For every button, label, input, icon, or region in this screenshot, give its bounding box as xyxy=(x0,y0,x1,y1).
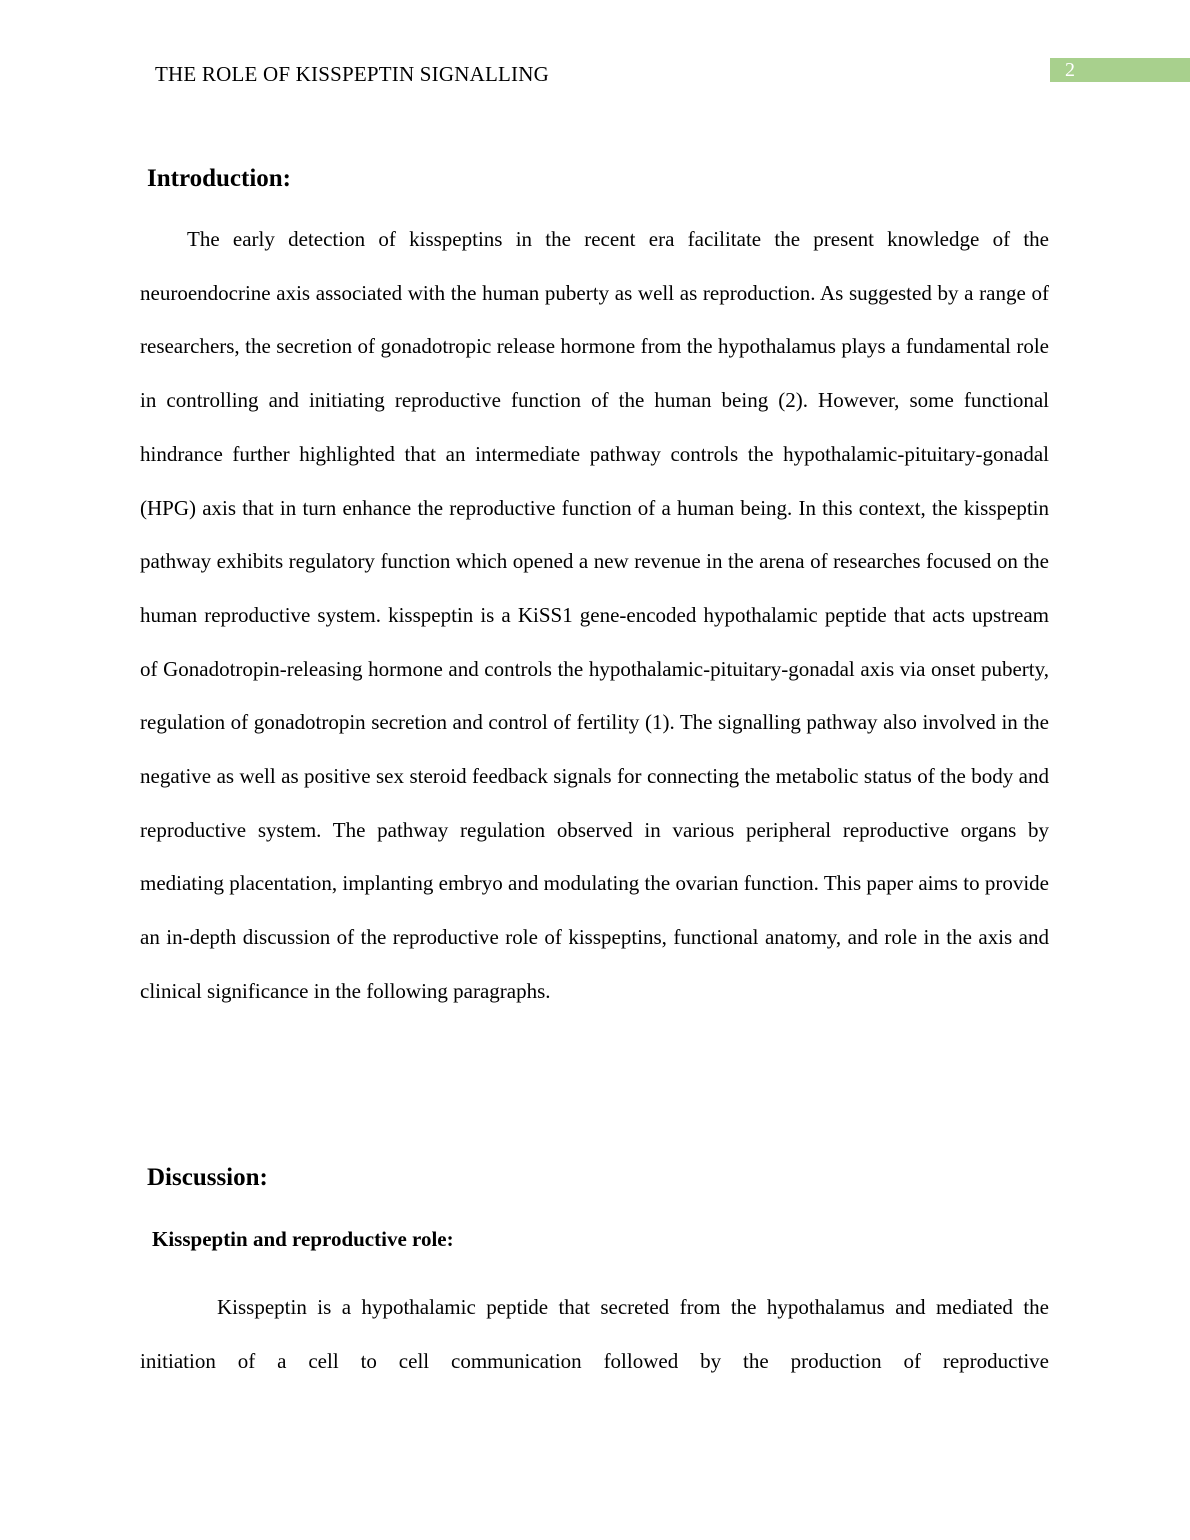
page-number-badge: 2 xyxy=(1050,58,1190,82)
running-head-title: THE ROLE OF KISSPEPTIN SIGNALLING xyxy=(155,62,549,86)
discussion-heading: Discussion: xyxy=(147,1164,268,1191)
introduction-heading: Introduction: xyxy=(147,165,292,192)
kisspeptin-paragraph: Kisspeptin is a hypothalamic peptide that secreted from the hypothalamus and mediated the initiation of a cell to cell communication followed by the production of reproductive xyxy=(140,1295,1049,1373)
kisspeptin-subheading: Kisspeptin and reproductive role: xyxy=(152,1227,454,1251)
introduction-paragraph: The early detection of kisspeptins in the recent era facilitate the present knowledge of the neuroendocrine axis associated with the human puberty as well as reproduction. As suggested by a range of researchers, the secretion of gonadotropic release hormone from the hypothalamus plays a fundamental role in controlling and initiating reproductive function of the human being (2). However, some functional hindrance further highlighted that an intermediate pathway controls the hypothalamic-pituitary-gonadal (HPG) axis that in turn enhance the reproductive function of a human being. In this context, the kisspeptin pathway exhibits regulatory function which opened a new revenue in the arena of researches focused on the human reproductive system. kisspeptin is a KiSS1 gene-encoded hypothalamic peptide that acts upstream of Gonadotropin-releasing hormone and controls the hypothalamic-pituitary-gonadal axis via onset puberty, regulation of gonadotropin secretion and control of fertility (1). The signalling pathway also involved in the negative as well as positive sex steroid feedback signals for connecting the metabolic status of the body and reproductive system. The pathway regulation observed in various peripheral reproductive organs by mediating placentation, implanting embryo and modulating the ovarian function. This paper aims to provide an in-depth discussion of the reproductive role of kisspeptins, functional anatomy, and role in the axis and clinical significance in the following paragraphs. xyxy=(140,227,1049,1003)
